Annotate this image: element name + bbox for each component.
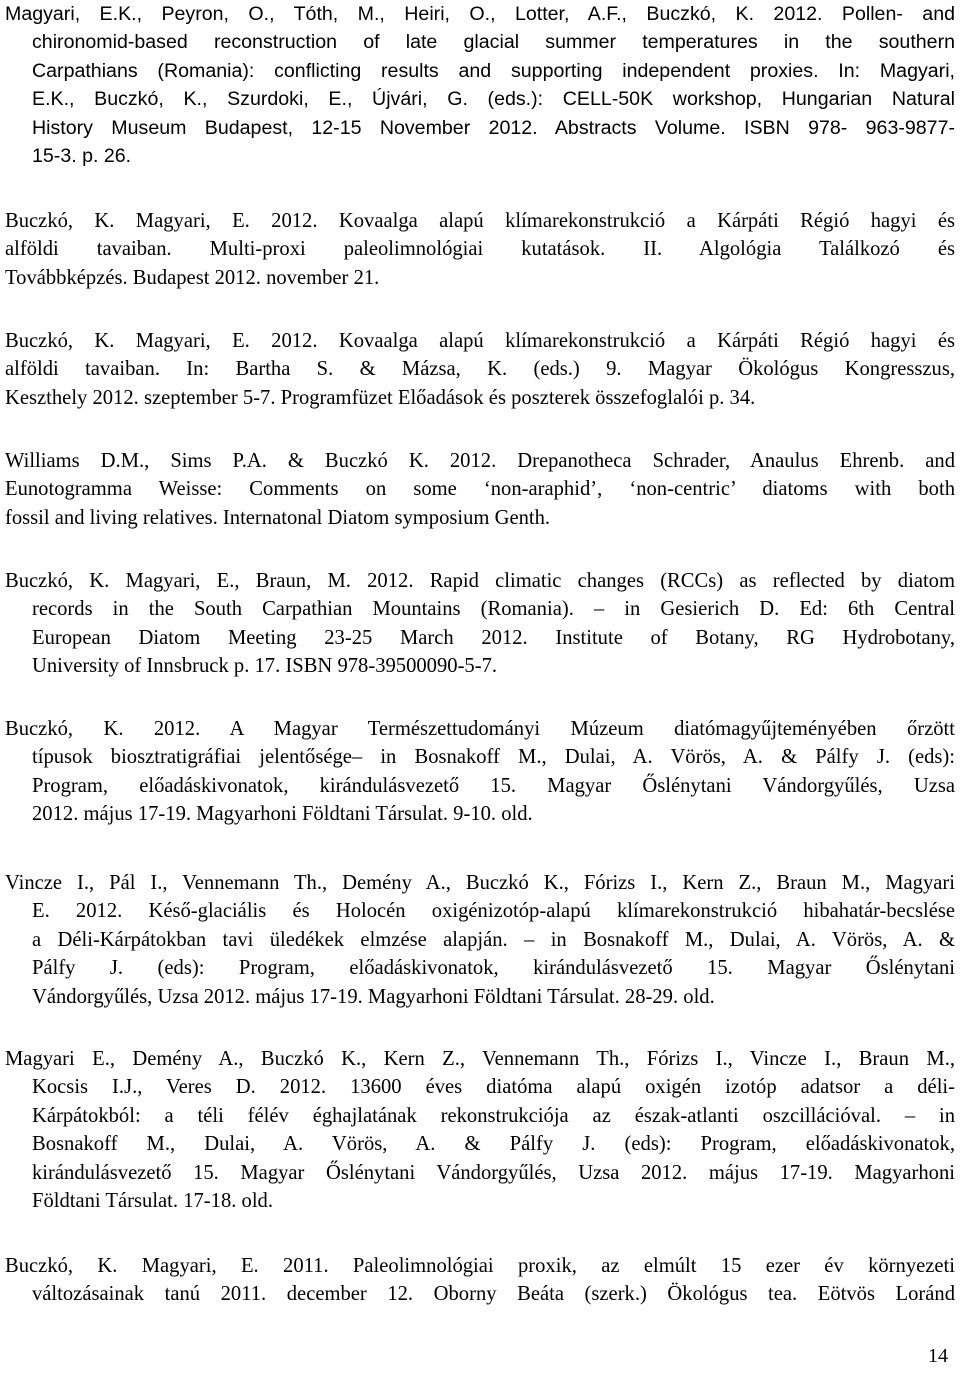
reference-line: 15-3. p. 26. [32,144,132,167]
reference-line: Földtani Társulat. 17-18. old. [32,1189,274,1212]
reference-line: Buczkó, K. Magyari, E. 2012. Kovaalga alapú klímarekonstrukció a Kárpáti Régió hagyi és [5,210,955,232]
reference-line: Vincze I., Pál I., Vennemann Th., Demény A., Buczkó K., Fórizs I., Kern Z., Braun M., Magyari [5,872,955,894]
reference-line: Továbbképzés. Budapest 2012. november 21. [5,266,380,289]
reference-line: Buczkó, K. Magyari, E. 2012. Kovaalga alapú klímarekonstrukció a Kárpáti Régió hagyi és [5,330,955,352]
reference-line: fossil and living relatives. Internatonal Diatom symposium Genth. [5,506,551,529]
reference-line: Buczkó, K. Magyari, E., Braun, M. 2012. Rapid climatic changes (RCCs) as reflected by diatom [5,570,955,592]
reference-line: Keszthely 2012. szeptember 5-7. Programfüzet Előadások és poszterek összefoglalói p. 34. [5,386,756,409]
reference-line: E.K., Buczkó, K., Szurdoki, E., Újvári, G. (eds.): CELL-50K workshop, Hungarian Natural [32,88,955,111]
reference-line: Eunotogramma Weisse: Comments on some ‘non-araphid’, ‘non-centric’ diatoms with both [5,478,955,501]
reference-line: Magyari, E.K., Peyron, O., Tóth, M., Heiri, O., Lotter, A.F., Buczkó, K. 2012. Pollen- and [5,3,955,25]
reference-line: Williams D.M., Sims P.A. & Buczkó K. 2012. Drepanotheca Schrader, Anaulus Ehrenb. and [5,450,955,472]
reference-line: chironomid-based reconstruction of late glacial summer temperatures in the southern [32,31,955,54]
reference-line: History Museum Budapest, 12-15 November 2012. Abstracts Volume. ISBN 978- 963-9877- [32,116,955,139]
reference-line: Magyari E., Demény A., Buczkó K., Kern Z., Vennemann Th., Fórizs I., Vincze I., Braun M., [5,1048,955,1070]
page-number: 14 [928,1345,948,1367]
reference-line: records in the South Carpathian Mountains (Romania). – in Gesierich D. Ed: 6th Central [32,598,955,621]
reference-line: alföldi tavaiban. Multi-proxi paleolimnológiai kutatások. II. Algológia Találkozó és [5,238,955,261]
reference-line: Kárpátokból: a téli félév éghajlatának rekonstrukciója az észak-atlanti oszcillációval. – in [32,1104,955,1127]
reference-line: Buczkó, K. Magyari, E. 2011. Paleolimnológiai proxik, az elmúlt 15 ezer év környezeti [5,1255,955,1277]
reference-entry [5,1252,955,1309]
reference-entry [5,0,955,170]
reference-line: alföldi tavaiban. In: Bartha S. & Mázsa, K. (eds.) 9. Magyar Ökológus Kongresszus, [5,358,955,381]
reference-entry [5,715,955,829]
reference-line: 2012. május 17-19. Magyarhoni Földtani Társulat. 9-10. old. [32,803,533,826]
reference-entry [5,327,955,412]
reference-line: Pálfy J. (eds): Program, előadáskivonatok, kirándulásvezető 15. Magyar Őslénytani [32,957,955,980]
reference-line: E. 2012. Késő-glaciális és Holocén oxigénizotóp-alapú klímarekonstrukció hibahatár-becslése [32,900,955,923]
reference-line: kirándulásvezető 15. Magyar Őslénytani Vándorgyűlés, Uzsa 2012. május 17-19. Magyarhoni [32,1161,955,1184]
reference-line: Kocsis I.J., Veres D. 2012. 13600 éves diatóma alapú oxigén izotóp adatsor a déli- [32,1076,955,1099]
reference-line: változásainak tanú 2011. december 12. Oborny Beáta (szerk.) Ökológus tea. Eötvös Loránd [32,1283,955,1306]
reference-entry [5,207,955,292]
reference-entry [5,1045,955,1215]
reference-line: University of Innsbruck p. 17. ISBN 978-39500090-5-7. [32,655,498,678]
reference-entry [5,869,955,1011]
reference-line: a Déli-Kárpátokban tavi üledékek elmzése alapján. – in Bosnakoff M., Dulai, A. Vörös, A. & [32,928,955,951]
reference-entry [5,447,955,532]
reference-line: Program, előadáskivonatok, kirándulásvezető 15. Magyar Őslénytani Vándorgyűlés, Uzsa [32,774,955,797]
reference-line: Carpathians (Romania): conflicting results and supporting independent proxies. In: Magyari, [32,59,955,82]
reference-entry [5,567,955,681]
reference-line: Buczkó, K. 2012. A Magyar Természettudományi Múzeum diatómagyűjteményében őrzött [5,718,955,740]
reference-line: típusok biosztratigráfiai jelentősége– in Bosnakoff M., Dulai, A. Vörös, A. & Pálfy J. (eds): [32,746,955,769]
reference-line: Vándorgyűlés, Uzsa 2012. május 17-19. Magyarhoni Földtani Társulat. 28-29. old. [32,985,715,1008]
reference-line: Bosnakoff M., Dulai, A. Vörös, A. & Pálfy J. (eds): Program, előadáskivonatok, [32,1133,955,1156]
reference-line: European Diatom Meeting 23-25 March 2012. Institute of Botany, RG Hydrobotany, [32,626,955,649]
